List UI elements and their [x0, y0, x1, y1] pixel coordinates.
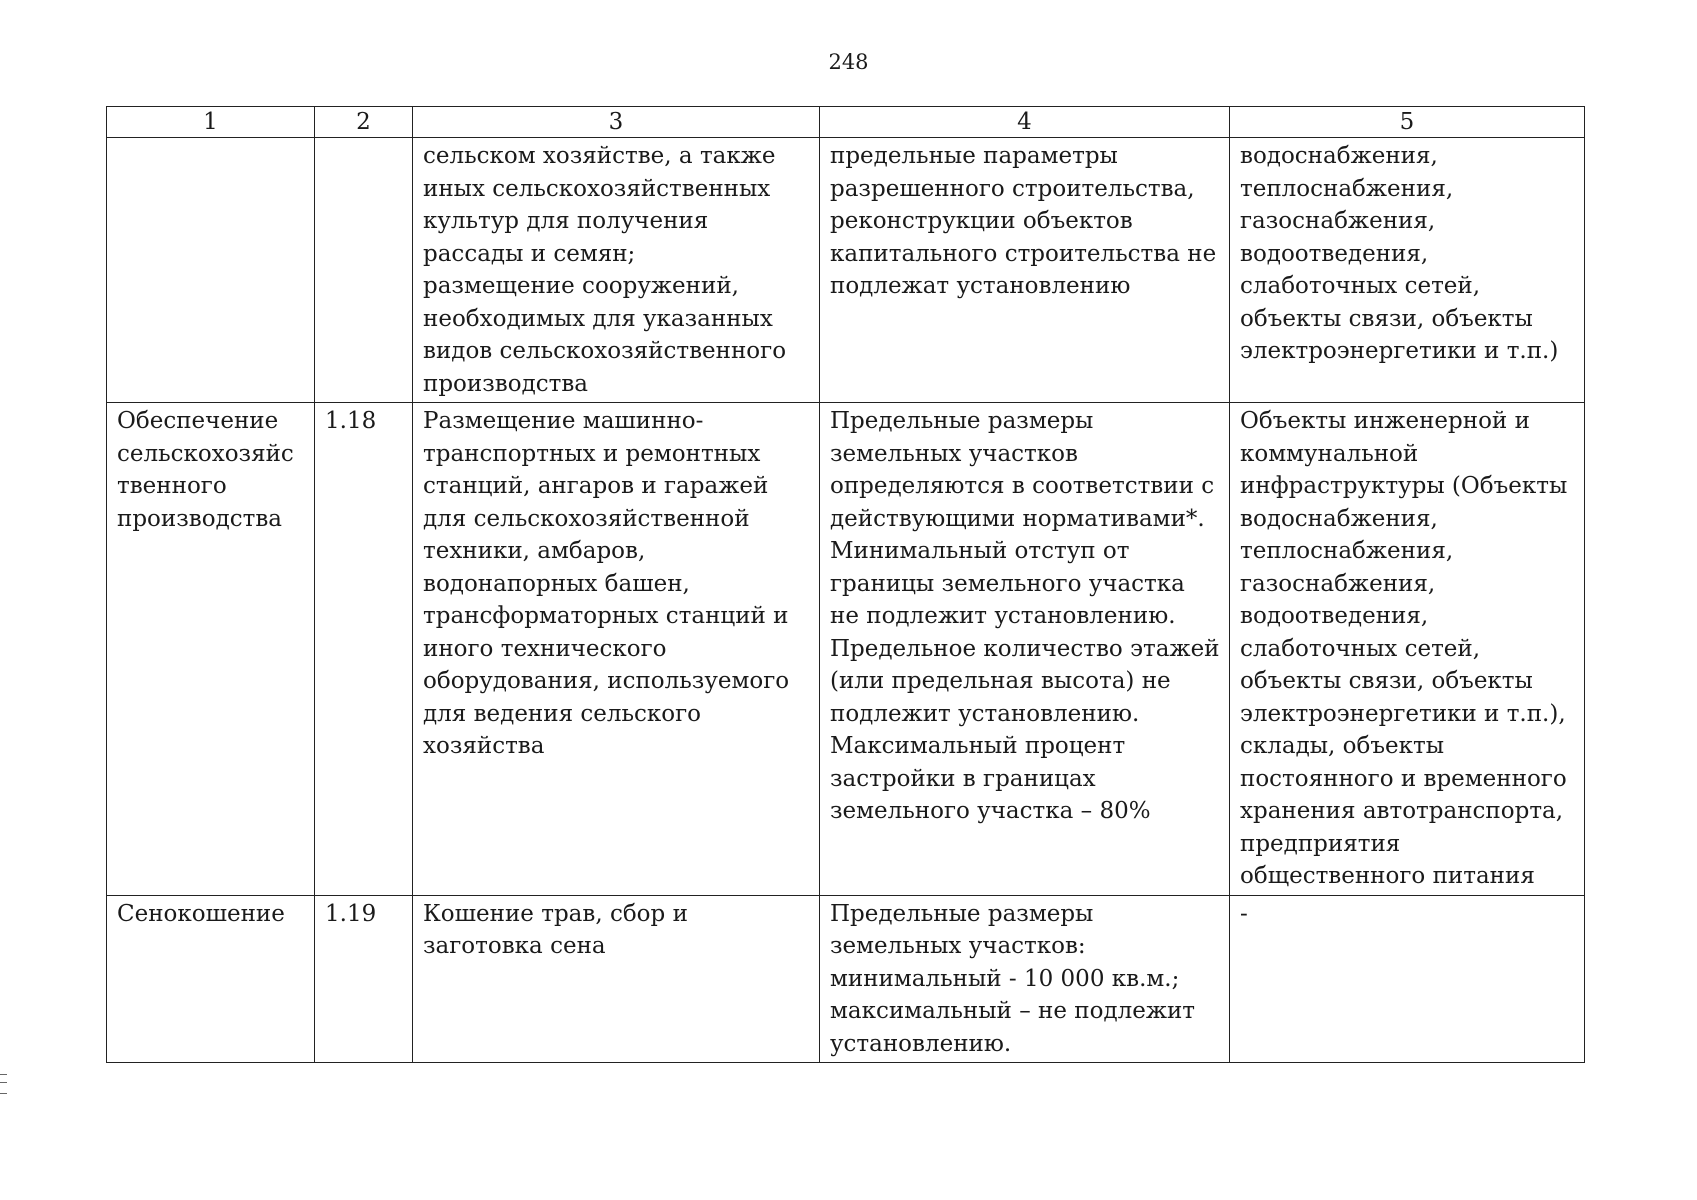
column-header-4: 4 — [820, 107, 1230, 138]
auxiliary-uses-cell: - — [1230, 895, 1585, 1063]
auxiliary-uses-cell: водоснабжения, теплоснабжения, газоснабжения, водоотведения, слаботочных сетей, объекты связи, объекты электроэнергетики и т.п.) — [1230, 138, 1585, 403]
land-use-code-cell — [315, 138, 413, 403]
building-parameters-cell: Предельные размеры земельных участков: минимальный - 10 000 кв.м.; максимальный – не подлежит установлению. — [820, 895, 1230, 1063]
page-number: 248 — [828, 50, 869, 74]
table-row — [107, 895, 1585, 1063]
header-row — [107, 107, 1585, 138]
land-use-description-cell: сельском хозяйстве, а также иных сельскохозяйственных культур для получения рассады и семян; размещение сооружений, необходимых для указанных видов сельскохозяйственного производства — [413, 138, 820, 403]
table-row — [107, 403, 1585, 896]
land-use-name-cell: Сенокошение — [107, 895, 315, 1063]
scan-edge-marks — [0, 1074, 7, 1094]
column-header-1: 1 — [107, 107, 315, 138]
land-use-name-cell: Обеспечение сельскохозяйственного производства — [107, 403, 315, 896]
land-use-name-cell — [107, 138, 315, 403]
land-use-code-cell: 1.19 — [315, 895, 413, 1063]
table-row — [107, 138, 1585, 403]
building-parameters-cell: предельные параметры разрешенного строительства, реконструкции объектов капитального строительства не подлежат установлению — [820, 138, 1230, 403]
land-use-description-cell: Кошение трав, сбор и заготовка сена — [413, 895, 820, 1063]
zoning-table — [106, 106, 1585, 1063]
land-use-description-cell: Размещение машинно-транспортных и ремонтных станций, ангаров и гаражей для сельскохозяйственной техники, амбаров, водонапорных башен, трансформаторных станций и иного технического оборудования, используемого для ведения сельского хозяйства — [413, 403, 820, 896]
land-use-code-cell: 1.18 — [315, 403, 413, 896]
building-parameters-cell: Предельные размеры земельных участков определяются в соответствии с действующими нормативами*. Минимальный отступ от границы земельного участка не подлежит установлению. Предельное количество этажей (или предельная высота) не подлежит установлению. Максимальный процент застройки в границах земельного участка – 80% — [820, 403, 1230, 896]
column-header-5: 5 — [1230, 107, 1585, 138]
auxiliary-uses-cell: Объекты инженерной и коммунальной инфраструктуры (Объекты водоснабжения, теплоснабжения, газоснабжения, водоотведения, слаботочных сетей, объекты связи, объекты электроэнергетики и т.п.), склады, объекты постоянного и временного хранения автотранспорта, предприятия общественного питания — [1230, 403, 1585, 896]
column-header-2: 2 — [315, 107, 413, 138]
column-header-3: 3 — [413, 107, 820, 138]
